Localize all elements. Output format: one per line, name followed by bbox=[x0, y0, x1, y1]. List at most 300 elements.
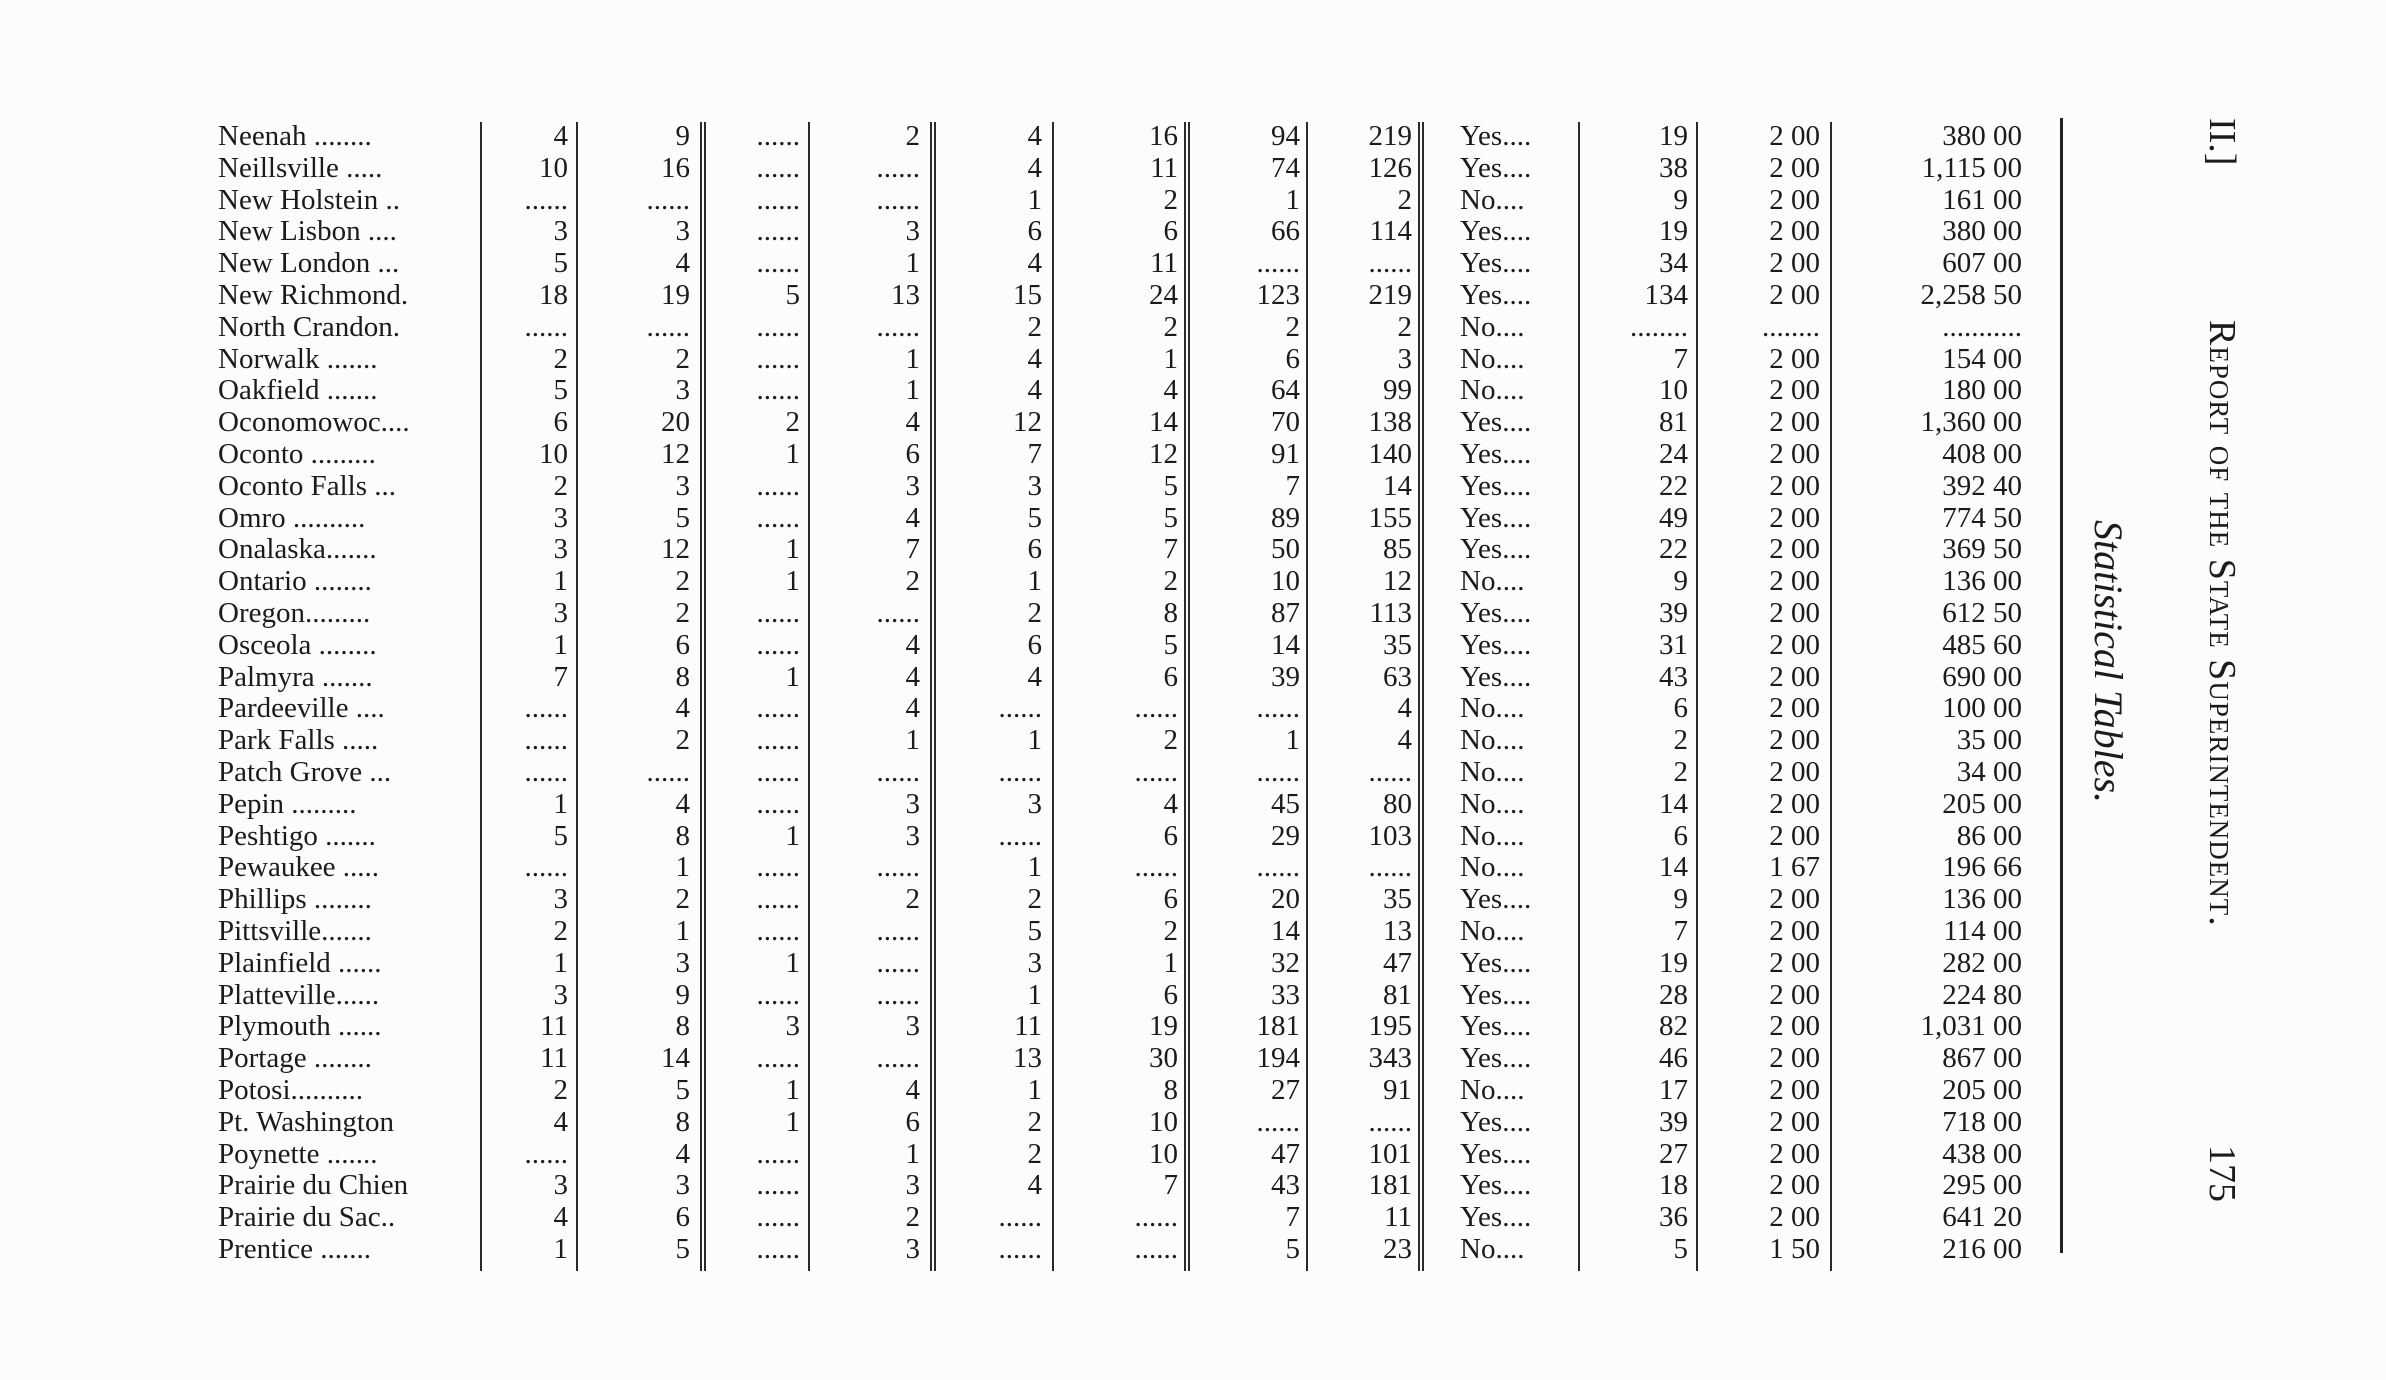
table-cell: 9 bbox=[1673, 883, 1688, 916]
running-title: Report of the State Superintendent. bbox=[2201, 320, 2243, 927]
table-cell: 34 bbox=[1659, 247, 1688, 280]
table-cell: Yes.... bbox=[1460, 597, 1532, 629]
table-cell: 4 bbox=[675, 787, 690, 820]
column-divider bbox=[1418, 122, 1424, 1271]
table-cell: 2 00 bbox=[1769, 438, 1820, 470]
table-cell: 12 bbox=[1383, 565, 1412, 598]
table-cell: Yes.... bbox=[1460, 247, 1532, 280]
table-cell: 1 bbox=[785, 533, 800, 566]
table-cell: 1,115 00 bbox=[1921, 151, 2022, 184]
table-cell: 2 00 bbox=[1769, 915, 1820, 947]
table-cell: Yes.... bbox=[1460, 1105, 1532, 1138]
table-cell: 1 bbox=[785, 660, 800, 693]
table-cell: Yes.... bbox=[1460, 501, 1532, 534]
table-cell: 380 00 bbox=[1942, 215, 2022, 248]
column-divider bbox=[1306, 122, 1308, 1271]
table-cell: ...... bbox=[876, 597, 920, 629]
table-cell: 126 bbox=[1368, 151, 1412, 184]
table-cell: ...... bbox=[876, 151, 920, 184]
table-cell: 11 bbox=[1014, 1010, 1042, 1043]
table-cell: 9 bbox=[675, 978, 690, 1011]
table-cell: 2 bbox=[1027, 1137, 1042, 1170]
table-cell: 136 00 bbox=[1942, 883, 2022, 916]
table-cell: 5 bbox=[675, 501, 690, 534]
table-cell: 2 00 bbox=[1769, 1042, 1820, 1075]
table-cell: 3 bbox=[1027, 469, 1042, 502]
table-cell: No.... bbox=[1460, 692, 1525, 725]
table-cell: ...... bbox=[524, 851, 568, 884]
table-cell: 23 bbox=[1383, 1233, 1412, 1265]
table-cell: Yes.... bbox=[1460, 151, 1532, 184]
table-cell: 2 00 bbox=[1769, 533, 1820, 566]
table-cell: ...... bbox=[876, 915, 920, 947]
table-cell: 2 00 bbox=[1769, 946, 1820, 979]
table-cell: 485 60 bbox=[1942, 628, 2022, 661]
table-cell: Yes.... bbox=[1460, 1169, 1532, 1202]
table-cell: 49 bbox=[1659, 501, 1688, 534]
table-cell: ...... bbox=[524, 1137, 568, 1170]
table-cell: 2 00 bbox=[1769, 1201, 1820, 1234]
table-cell: ...... bbox=[998, 692, 1042, 725]
table-cell: ...... bbox=[524, 183, 568, 216]
school-name-cell: Prairie du Chien bbox=[218, 1169, 409, 1202]
table-cell: 2 00 bbox=[1769, 279, 1820, 311]
table-cell: No.... bbox=[1460, 756, 1525, 788]
table-cell: 80 bbox=[1383, 787, 1412, 820]
table-cell: 8 bbox=[675, 1010, 690, 1043]
table-cell: 3 bbox=[785, 1010, 800, 1043]
table-cell: 64 bbox=[1271, 374, 1300, 407]
table-cell: ...... bbox=[998, 819, 1042, 852]
table-cell: 4 bbox=[1397, 692, 1412, 725]
table-cell: 10 bbox=[1149, 1105, 1178, 1138]
table-cell: 4 bbox=[1027, 342, 1042, 375]
table-cell: 27 bbox=[1271, 1074, 1300, 1106]
table-cell: 1 bbox=[905, 342, 920, 375]
table-cell: 3 bbox=[905, 1169, 920, 1202]
table-cell: Yes.... bbox=[1460, 1137, 1532, 1170]
table-cell: 19 bbox=[661, 279, 690, 311]
table-cell: ...... bbox=[1256, 247, 1300, 280]
school-name-cell: New London ... bbox=[218, 247, 400, 280]
column-divider bbox=[480, 122, 482, 1271]
table-cell: Yes.... bbox=[1460, 1042, 1532, 1075]
table-cell: 32 bbox=[1271, 946, 1300, 979]
table-cell: 19 bbox=[1149, 1010, 1178, 1043]
table-cell: 4 bbox=[1027, 151, 1042, 184]
table-cell: 5 bbox=[675, 1233, 690, 1265]
table-cell: 9 bbox=[1673, 565, 1688, 598]
table-cell: 4 bbox=[905, 692, 920, 725]
table-cell: ...... bbox=[756, 310, 800, 343]
table-cell: ...... bbox=[756, 1233, 800, 1265]
table-cell: 91 bbox=[1271, 438, 1300, 470]
table-cell: 43 bbox=[1271, 1169, 1300, 1202]
section-mark: II.] bbox=[2201, 118, 2243, 166]
page-number: 175 bbox=[2201, 1145, 2243, 1202]
table-cell: 4 bbox=[1027, 660, 1042, 693]
table-cell: No.... bbox=[1460, 342, 1525, 375]
table-cell: 155 bbox=[1368, 501, 1412, 534]
table-cell: 5 bbox=[553, 819, 568, 852]
table-cell: ...... bbox=[524, 724, 568, 757]
table-cell: 14 bbox=[1271, 628, 1300, 661]
table-cell: ...... bbox=[756, 469, 800, 502]
column-divider bbox=[930, 122, 936, 1271]
table-cell: 4 bbox=[1027, 247, 1042, 280]
table-cell: 2 bbox=[905, 1201, 920, 1234]
table-cell: 100 00 bbox=[1942, 692, 2022, 725]
table-cell: Yes.... bbox=[1460, 215, 1532, 248]
table-cell: 195 bbox=[1368, 1010, 1412, 1043]
table-cell: 1 50 bbox=[1769, 1233, 1820, 1265]
table-cell: 4 bbox=[553, 120, 568, 152]
school-name-cell: Platteville...... bbox=[218, 978, 380, 1011]
table-cell: 6 bbox=[675, 628, 690, 661]
table-cell: 1 bbox=[553, 628, 568, 661]
school-name-cell: Phillips ........ bbox=[218, 883, 372, 916]
table-cell: 14 bbox=[1149, 406, 1178, 439]
table-cell: No.... bbox=[1460, 851, 1525, 884]
table-cell: 7 bbox=[905, 533, 920, 566]
table-cell: 1 bbox=[553, 565, 568, 598]
table-cell: Yes.... bbox=[1460, 469, 1532, 502]
table-cell: 2 00 bbox=[1769, 787, 1820, 820]
table-cell: No.... bbox=[1460, 724, 1525, 757]
table-cell: 11 bbox=[540, 1010, 568, 1043]
table-cell: 6 bbox=[1027, 628, 1042, 661]
table-cell: 1 bbox=[1027, 978, 1042, 1011]
table-cell: ...... bbox=[646, 183, 690, 216]
table-cell: 2 00 bbox=[1769, 1105, 1820, 1138]
table-cell: 2 bbox=[675, 883, 690, 916]
table-cell: 380 00 bbox=[1942, 120, 2022, 152]
table-cell: 2 00 bbox=[1769, 597, 1820, 629]
table-cell: No.... bbox=[1460, 1233, 1525, 1265]
table-cell: 31 bbox=[1659, 628, 1688, 661]
table-cell: ...... bbox=[1256, 1105, 1300, 1138]
table-cell: ...... bbox=[1256, 851, 1300, 884]
table-cell: 136 00 bbox=[1942, 565, 2022, 598]
table-cell: 3 bbox=[905, 1010, 920, 1043]
table-cell: ...... bbox=[756, 628, 800, 661]
school-name-cell: New Richmond. bbox=[218, 279, 409, 311]
table-cell: 38 bbox=[1659, 151, 1688, 184]
table-cell: ...... bbox=[756, 597, 800, 629]
school-name-cell: Peshtigo ....... bbox=[218, 819, 376, 852]
table-cell: 7 bbox=[1163, 533, 1178, 566]
table-cell: 1 bbox=[553, 946, 568, 979]
table-cell: 5 bbox=[553, 247, 568, 280]
school-name-cell: Neenah ........ bbox=[218, 120, 372, 152]
table-cell: 12 bbox=[1013, 406, 1042, 439]
table-cell: 19 bbox=[1659, 215, 1688, 248]
table-cell: No.... bbox=[1460, 374, 1525, 407]
table-cell: 1 bbox=[675, 851, 690, 884]
table-cell: No.... bbox=[1460, 310, 1525, 343]
table-cell: ...... bbox=[756, 851, 800, 884]
school-name-cell: Ontario ........ bbox=[218, 565, 372, 598]
table-cell: 1 bbox=[905, 724, 920, 757]
table-cell: Yes.... bbox=[1460, 1010, 1532, 1043]
table-cell: 343 bbox=[1368, 1042, 1412, 1075]
table-cell: 2 bbox=[905, 883, 920, 916]
table-cell: 7 bbox=[1285, 469, 1300, 502]
table-cell: 1,031 00 bbox=[1920, 1010, 2022, 1043]
table-cell: 2 bbox=[1027, 883, 1042, 916]
table-cell: 2 bbox=[1673, 756, 1688, 788]
table-cell: 2 bbox=[553, 1074, 568, 1106]
table-cell: 140 bbox=[1368, 438, 1412, 470]
table-cell: 5 bbox=[1163, 628, 1178, 661]
table-cell: 99 bbox=[1383, 374, 1412, 407]
table-cell: 3 bbox=[553, 215, 568, 248]
table-cell: 2 00 bbox=[1769, 501, 1820, 534]
table-cell: 74 bbox=[1271, 151, 1300, 184]
table-cell: 3 bbox=[905, 819, 920, 852]
table-cell: 14 bbox=[661, 1042, 690, 1075]
table-cell: ...... bbox=[1134, 1233, 1178, 1265]
table-cell: 123 bbox=[1256, 279, 1300, 311]
table-cell: 39 bbox=[1659, 1105, 1688, 1138]
table-cell: 4 bbox=[905, 628, 920, 661]
table-cell: 14 bbox=[1659, 787, 1688, 820]
school-name-cell: Pewaukee ..... bbox=[218, 851, 380, 884]
table-cell: 4 bbox=[905, 406, 920, 439]
table-cell: ...... bbox=[998, 756, 1042, 788]
table-cell: 408 00 bbox=[1942, 438, 2022, 470]
table-cell: No.... bbox=[1460, 915, 1525, 947]
table-cell: 1 bbox=[785, 1074, 800, 1106]
table-cell: 12 bbox=[1149, 438, 1178, 470]
table-cell: 33 bbox=[1271, 978, 1300, 1011]
table-cell: 17 bbox=[1659, 1074, 1688, 1106]
table-cell: 2 bbox=[1163, 183, 1178, 216]
table-cell: 10 bbox=[1659, 374, 1688, 407]
table-cell: 6 bbox=[675, 1201, 690, 1234]
table-cell: Yes.... bbox=[1460, 438, 1532, 470]
table-cell: 2 00 bbox=[1769, 374, 1820, 407]
table-cell: 3 bbox=[675, 215, 690, 248]
table-cell: 36 bbox=[1659, 1201, 1688, 1234]
table-cell: 4 bbox=[905, 501, 920, 534]
table-cell: 438 00 bbox=[1942, 1137, 2022, 1170]
table-cell: 66 bbox=[1271, 215, 1300, 248]
table-cell: 10 bbox=[1271, 565, 1300, 598]
table-cell: 8 bbox=[675, 1105, 690, 1138]
table-cell: No.... bbox=[1460, 565, 1525, 598]
table-cell: ...... bbox=[756, 787, 800, 820]
table-cell: 4 bbox=[675, 692, 690, 725]
table-cell: ...... bbox=[998, 1201, 1042, 1234]
school-name-cell: Pittsville....... bbox=[218, 915, 372, 947]
table-cell: 5 bbox=[675, 1074, 690, 1106]
table-cell: 4 bbox=[905, 660, 920, 693]
table-cell: 3 bbox=[1397, 342, 1412, 375]
table-cell: 82 bbox=[1659, 1010, 1688, 1043]
table-cell: 1 bbox=[905, 1137, 920, 1170]
table-cell: 28 bbox=[1659, 978, 1688, 1011]
table-cell: ...... bbox=[1134, 756, 1178, 788]
table-cell: ...... bbox=[1368, 851, 1412, 884]
table-cell: 138 bbox=[1368, 406, 1412, 439]
table-cell: 14 bbox=[1383, 469, 1412, 502]
table-cell: 14 bbox=[1271, 915, 1300, 947]
table-cell: 1,360 00 bbox=[1920, 406, 2022, 439]
table-cell: 4 bbox=[675, 1137, 690, 1170]
table-cell: 12 bbox=[661, 533, 690, 566]
table-cell: 18 bbox=[539, 279, 568, 311]
table-cell: 6 bbox=[1027, 533, 1042, 566]
table-cell: ...... bbox=[1368, 247, 1412, 280]
table-cell: 9 bbox=[675, 120, 690, 152]
column-divider bbox=[700, 122, 706, 1271]
table-cell: 2 00 bbox=[1769, 215, 1820, 248]
table-cell: 1 bbox=[553, 787, 568, 820]
table-cell: 1 bbox=[905, 247, 920, 280]
school-name-cell: Omro .......... bbox=[218, 501, 366, 534]
table-cell: 2 bbox=[553, 915, 568, 947]
table-cell: 867 00 bbox=[1942, 1042, 2022, 1075]
table-cell: 81 bbox=[1383, 978, 1412, 1011]
table-cell: 86 00 bbox=[1956, 819, 2022, 852]
table-cell: ...... bbox=[756, 151, 800, 184]
table-cell: 3 bbox=[553, 597, 568, 629]
table-cell: 1 bbox=[1027, 183, 1042, 216]
table-cell: 22 bbox=[1659, 469, 1688, 502]
table-cell: 4 bbox=[553, 1201, 568, 1234]
table-cell: 10 bbox=[539, 438, 568, 470]
table-cell: ...... bbox=[524, 310, 568, 343]
table-cell: Yes.... bbox=[1460, 533, 1532, 566]
school-name-cell: Prairie du Sac.. bbox=[218, 1201, 396, 1234]
table-cell: No.... bbox=[1460, 1074, 1525, 1106]
table-cell: 2 bbox=[553, 469, 568, 502]
table-cell: 2 00 bbox=[1769, 342, 1820, 375]
table-cell: 7 bbox=[1163, 1169, 1178, 1202]
table-cell: 1 bbox=[1027, 565, 1042, 598]
table-cell: 1 bbox=[1027, 724, 1042, 757]
table-cell: 6 bbox=[1163, 660, 1178, 693]
table-cell: 16 bbox=[1149, 120, 1178, 152]
table-cell: 7 bbox=[1673, 342, 1688, 375]
table-cell: 4 bbox=[1027, 120, 1042, 152]
table-cell: ...... bbox=[756, 692, 800, 725]
table-cell: ...... bbox=[756, 120, 800, 152]
table-cell: 45 bbox=[1271, 787, 1300, 820]
school-name-cell: Poynette ....... bbox=[218, 1137, 378, 1170]
table-cell: Yes.... bbox=[1460, 120, 1532, 152]
table-cell: 4 bbox=[553, 1105, 568, 1138]
table-cell: ...... bbox=[756, 1042, 800, 1075]
table-cell: 6 bbox=[1673, 819, 1688, 852]
table-cell: 1 bbox=[785, 946, 800, 979]
table-cell: 103 bbox=[1368, 819, 1412, 852]
school-name-cell: Plymouth ...... bbox=[218, 1010, 382, 1043]
table-cell: 2 bbox=[553, 342, 568, 375]
table-cell: 11 bbox=[1150, 247, 1178, 280]
table-cell: Yes.... bbox=[1460, 660, 1532, 693]
table-cell: 3 bbox=[1027, 946, 1042, 979]
table-cell: 4 bbox=[1163, 374, 1178, 407]
table-cell: 4 bbox=[1397, 724, 1412, 757]
table-cell: 14 bbox=[1659, 851, 1688, 884]
table-cell: 774 50 bbox=[1942, 501, 2022, 534]
table-cell: 39 bbox=[1271, 660, 1300, 693]
table-cell: 2 bbox=[675, 565, 690, 598]
table-cell: ...... bbox=[756, 247, 800, 280]
column-divider bbox=[1830, 122, 1832, 1271]
table-cell: 3 bbox=[905, 1233, 920, 1265]
table-cell: 6 bbox=[1285, 342, 1300, 375]
table-cell: 91 bbox=[1383, 1074, 1412, 1106]
table-cell: 10 bbox=[539, 151, 568, 184]
table-cell: 113 bbox=[1369, 597, 1412, 629]
table-cell: 2 bbox=[905, 565, 920, 598]
school-name-cell: Osceola ........ bbox=[218, 628, 377, 661]
table-cell: 6 bbox=[1163, 215, 1178, 248]
table-cell: 2 bbox=[1397, 310, 1412, 343]
table-cell: 5 bbox=[1163, 501, 1178, 534]
table-cell: 63 bbox=[1383, 660, 1412, 693]
table-cell: 13 bbox=[1383, 915, 1412, 947]
table-cell: 2 bbox=[1163, 565, 1178, 598]
school-name-cell: Oakfield ....... bbox=[218, 374, 378, 407]
table-cell: 216 00 bbox=[1942, 1233, 2022, 1265]
table-cell: 34 00 bbox=[1956, 756, 2022, 788]
table-cell: 3 bbox=[675, 946, 690, 979]
table-cell: 6 bbox=[1673, 692, 1688, 725]
table-cell: ...... bbox=[756, 883, 800, 916]
table-cell: 180 00 bbox=[1942, 374, 2022, 407]
table-cell: ...... bbox=[646, 310, 690, 343]
table-cell: 3 bbox=[553, 533, 568, 566]
school-name-cell: Neillsville ..... bbox=[218, 151, 383, 184]
table-cell: 3 bbox=[1027, 787, 1042, 820]
table-cell: 392 40 bbox=[1942, 469, 2022, 502]
table-cell: 194 bbox=[1256, 1042, 1300, 1075]
column-divider bbox=[808, 122, 810, 1271]
table-cell: 2 00 bbox=[1769, 628, 1820, 661]
table-cell: ...... bbox=[756, 1137, 800, 1170]
school-name-cell: Portage ........ bbox=[218, 1042, 372, 1075]
table-cell: 7 bbox=[1027, 438, 1042, 470]
school-name-cell: Potosi.......... bbox=[218, 1074, 364, 1106]
school-name-cell: Pardeeville .... bbox=[218, 692, 385, 725]
table-cell: 1 bbox=[1163, 342, 1178, 375]
table-cell: 196 66 bbox=[1942, 851, 2022, 884]
table-cell: 1 67 bbox=[1769, 851, 1820, 884]
table-cell: 22 bbox=[1659, 533, 1688, 566]
table-cell: 19 bbox=[1659, 120, 1688, 152]
table-cell: Yes.... bbox=[1460, 406, 1532, 439]
table-cell: Yes.... bbox=[1460, 946, 1532, 979]
table-cell: 4 bbox=[905, 1074, 920, 1106]
table-cell: 2 bbox=[1027, 310, 1042, 343]
table-cell: 11 bbox=[1384, 1201, 1412, 1234]
table-cell: 2 00 bbox=[1769, 120, 1820, 152]
column-divider bbox=[1578, 122, 1580, 1271]
table-cell: 205 00 bbox=[1942, 787, 2022, 820]
school-name-cell: New Lisbon .... bbox=[218, 215, 397, 248]
table-cell: ........... bbox=[1942, 310, 2022, 343]
table-cell: 6 bbox=[1163, 883, 1178, 916]
table-cell: ...... bbox=[1134, 692, 1178, 725]
table-cell: 2 bbox=[675, 724, 690, 757]
table-cell: 1 bbox=[785, 438, 800, 470]
table-cell: 161 00 bbox=[1942, 183, 2022, 216]
table-cell: 4 bbox=[675, 247, 690, 280]
